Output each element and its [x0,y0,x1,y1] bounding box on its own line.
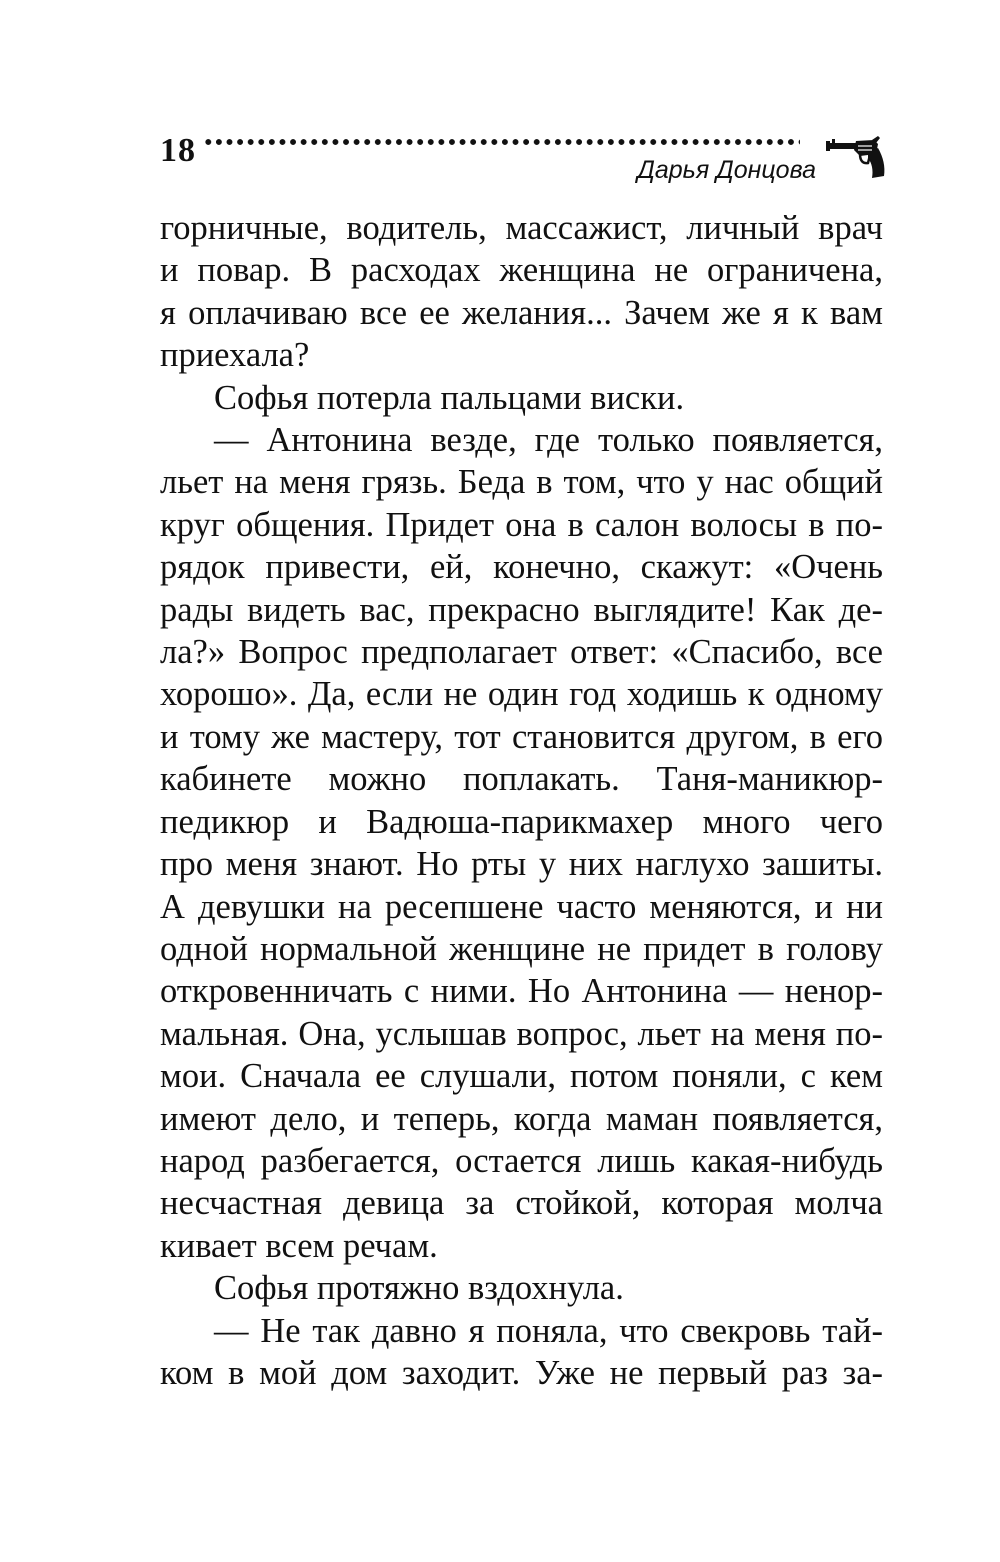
running-head-author: Дарья Донцова [637,156,816,184]
text-line: ла?» Вопрос предполагает ответ: «Спасибо, все [160,633,883,672]
text-line: кивает всем речам. [160,1226,438,1265]
revolver-icon [826,136,886,180]
text-line: мои. Сначала ее слушали, потом поняли, с кем [160,1057,883,1096]
text-line: круг общения. Придет она в салон волосы в по- [160,505,883,544]
text-line: приехала? [160,336,310,375]
text-line: несчастная девица за стойкой, которая молча [160,1184,883,1223]
text-line: Софья протяжно вздохнула. [214,1269,624,1308]
page-number: 18 [160,132,196,169]
text-line: одной нормальной женщине не придет в голову [160,929,883,968]
text-line: кабинете можно поплакать. Таня-маникюр- [160,760,883,799]
text-line: Софья потерла пальцами виски. [214,378,685,417]
text-line: имеют дело, и теперь, когда маман появляется, [160,1099,883,1138]
text-line: народ разбегается, остается лишь какая-нибудь [160,1141,883,1180]
text-line: рады видеть вас, прекрасно выглядите! Как де- [160,590,883,629]
text-line: и тому же мастеру, тот становится другом, в его [160,717,883,756]
text-line: педикюр и Вадюша-парикмахер много чего [160,802,883,841]
text-line: хорошо». Да, если не один год ходишь к одному [160,675,883,714]
text-line: — Не так давно я поняла, что свекровь тай- [214,1311,883,1350]
text-line: рядок привести, ей, конечно, скажут: «Очень [160,548,883,587]
text-line: про меня знают. Но рты у них наглухо зашиты. [160,845,883,884]
text-line: горничные, водитель, массажист, личный врач [160,209,883,247]
text-line: — Антонина везде, где только появляется, [214,421,883,460]
text-line: откровенничать с ними. Но Антонина — ненор- [160,972,883,1011]
dotted-rule [203,138,800,146]
text-line: я оплачиваю все ее желания... Зачем же я к вам [160,293,883,332]
body-text [160,207,883,1394]
text-line: мальная. Она, услышав вопрос, льет на меня по- [160,1014,883,1053]
text-line: льет на меня грязь. Беда в том, что у нас общий [160,463,883,502]
text-line: и повар. В расходах женщина не ограничена, [160,251,883,290]
text-line: А девушки на ресепшене часто меняются, и ни [160,887,883,926]
text-line: ком в мой дом заходит. Уже не первый раз за- [160,1353,883,1392]
